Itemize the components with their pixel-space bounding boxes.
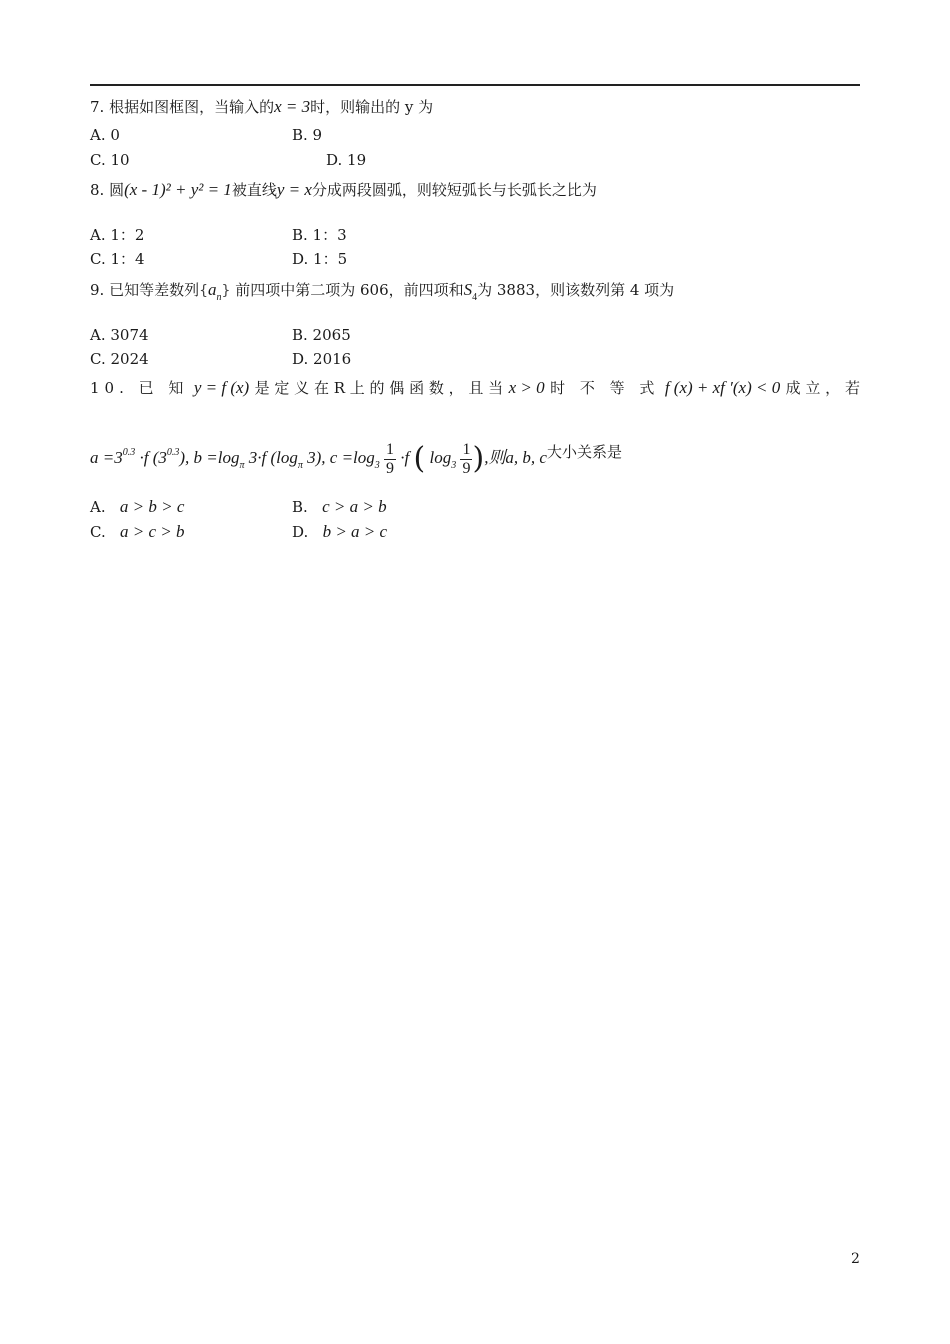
q7-condition: x = 3 [274, 97, 311, 116]
q8-option-b: B. 1：3 [292, 226, 347, 244]
q7-option-a: A. 0 [90, 126, 120, 144]
q8-option-c: C. 1：4 [90, 250, 145, 268]
page-number: 2 [851, 1251, 860, 1267]
question-7: 7. 根据如图框图，当输入的x = 3时，则输出的 y 为 [90, 97, 434, 116]
q9-option-a: A. 3074 [90, 326, 149, 344]
q8-line-equation: y = x [276, 180, 312, 199]
formula-a: $a =3^{0.3} \cdot f$ $(3^{0.3})$, $b =\log_\pi$ 3·f ($\log_\pi$ 3), $c =\log_3$ $\frac{1}{9}$ ·f ( $\log_3$ $\frac{1}{9}$ ), [90, 440, 489, 477]
q8-option-a: A. 1：2 [90, 226, 145, 244]
question-10: 10. 已 知 y = f (x) 是 定 义 在 R 上 的 偶 函 数 ， 且 当 x > 0 时 不 等 式 f (x) + xf ′(x) < 0 成 立 ， 若 [90, 378, 860, 397]
q10-option-c: C. a > c > b [90, 522, 185, 541]
q10-option-b: B. c > a > b [292, 497, 387, 516]
q9-option-c: C. 2024 [90, 350, 149, 368]
question-9: 9. 已知等差数列$\{a_n\}$ 前四项中第二项为 606，前四项和$S_4$为 3883，则该数列第 4 项为 [90, 280, 675, 303]
left-brace: { [199, 283, 209, 299]
header-rule [90, 84, 860, 86]
q10-formula: $a =3^{0.3} \cdot f$ $(3^{0.3})$, $b =\log_\pi$ 3·f ($\log_\pi$ 3), $c =\log_3$ $\frac{1}{9}$ ·f ( $\log_3$ $\frac{1}{9}$ ),则a, b, c大小关系是 [90, 440, 622, 477]
q10-option-d: D. b > a > c [292, 522, 388, 541]
q9-option-b: B. 2065 [292, 326, 351, 344]
q7-option-d: D. 19 [326, 151, 367, 169]
q7-option-c: C. 10 [90, 151, 130, 169]
question-8: 8. 圆(x - 1)² + y² = 1被直线y = x分成两段圆弧，则较短弧长与长弧长之比为 [90, 180, 597, 199]
q8-circle-equation: (x - 1)² + y² = 1 [124, 180, 232, 199]
q7-option-b: B. 9 [292, 126, 323, 144]
q8-option-d: D. 1：5 [292, 250, 348, 268]
q10-option-a: A. a > b > c [90, 497, 185, 516]
q9-option-d: D. 2016 [292, 350, 352, 368]
right-brace: } [221, 283, 231, 299]
